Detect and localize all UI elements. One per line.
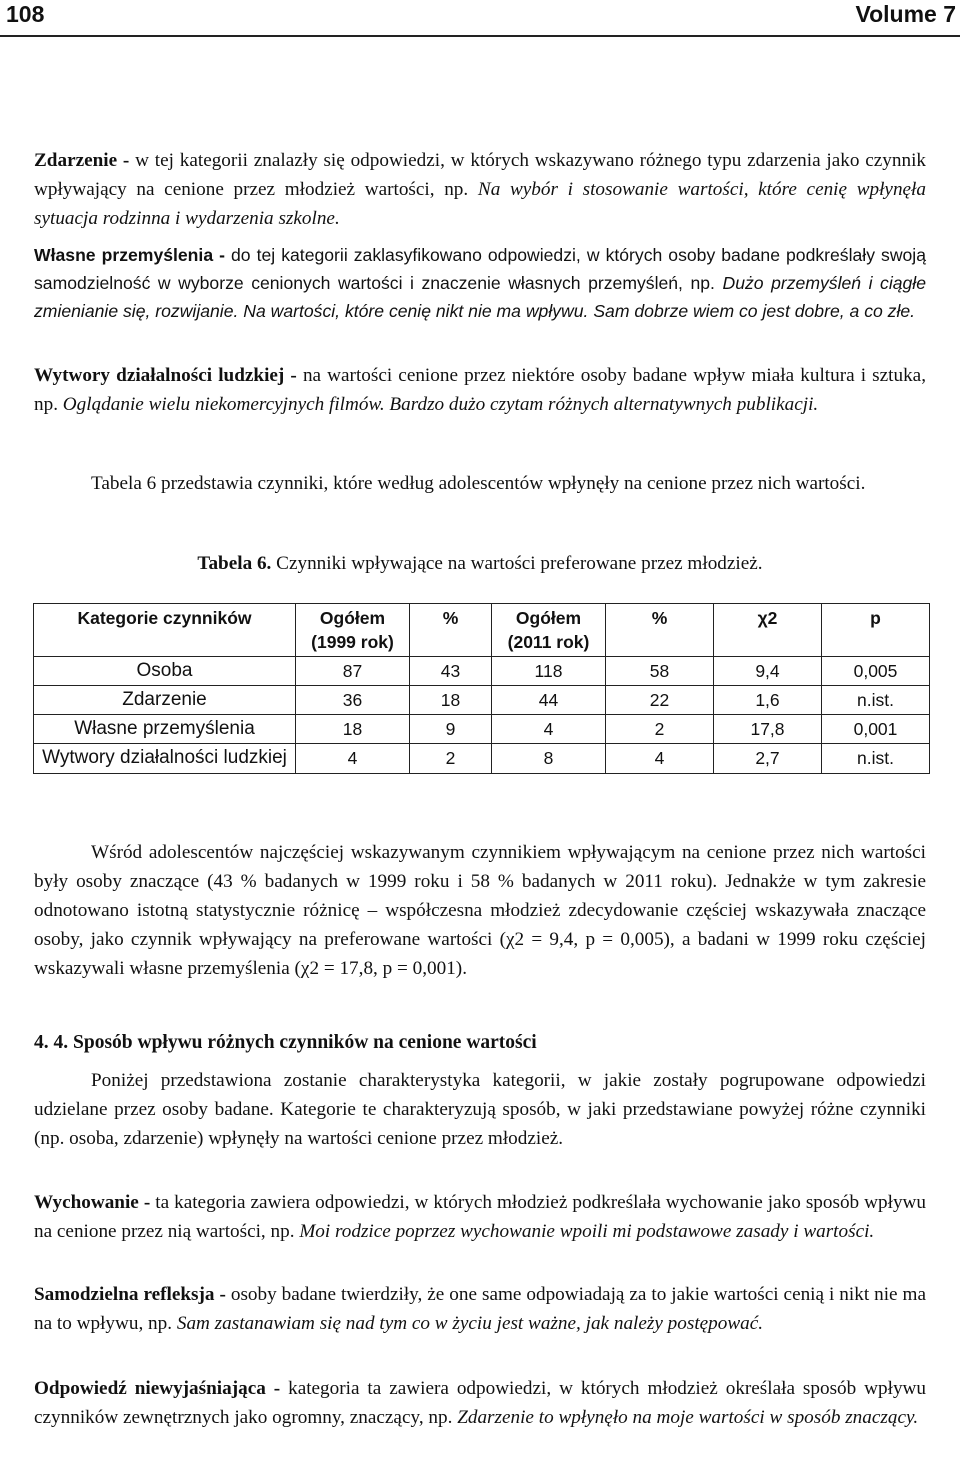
- term-samodzielna: Samodzielna refleksja -: [34, 1284, 226, 1305]
- table-cell: 0,001: [822, 715, 930, 744]
- table-cell: 4: [492, 715, 606, 744]
- example-quote: Oglądanie wielu niekomercyjnych filmów. Bardzo dużo czytam różnych alternatywnych publikacji.: [62, 394, 819, 415]
- paragraph-text: do tej kategorii zaklasyfikowano odpowiedzi, w których osoby badane podkreślały swoją samodzielność w wyborze cenionych wartości i znaczenie własnych przemyśleń, np.: [34, 245, 927, 293]
- table-cell: 9: [410, 715, 492, 744]
- table-row: [34, 715, 930, 744]
- table-cell: 118: [492, 657, 606, 686]
- table-cell: n.ist.: [822, 744, 930, 774]
- table-header-row: [34, 604, 930, 657]
- example-quote: Na wybór i stosowanie wartości, które cenię wpłynęła sytuacja rodzinna i wydarzenia szkolne.: [34, 179, 926, 229]
- paragraph-wychowanie: [34, 1188, 926, 1246]
- col-header-percent-1999: %: [410, 604, 492, 657]
- table-cell: 2,7: [714, 744, 822, 774]
- term-wychowanie: Wychowanie -: [34, 1192, 151, 1213]
- term-odpowiedz: Odpowiedź niewyjaśniająca -: [34, 1378, 281, 1399]
- table-caption: [0, 551, 960, 577]
- table-cell: 4: [606, 744, 714, 774]
- header-rule: [0, 35, 960, 37]
- table-row: [34, 686, 930, 715]
- table-cell: 2: [410, 744, 492, 774]
- page-number: 108: [6, 1, 45, 27]
- caption-label: Tabela 6.: [197, 553, 272, 574]
- table-cell: Zdarzenie: [34, 686, 296, 715]
- table-row: [34, 657, 930, 686]
- table-cell: Osoba: [34, 657, 296, 686]
- table-cell: 18: [410, 686, 492, 715]
- table-cell: 18: [296, 715, 410, 744]
- col-header-total-1999: [296, 604, 410, 657]
- term-wlasne-przemyslenia: Własne przemyślenia -: [34, 245, 225, 265]
- paragraph-table-intro: Tabela 6 przedstawia czynniki, które według adolescentów wpłynęły na cenione przez nich wartości.: [91, 473, 866, 494]
- table-cell: Wytwory działalności ludzkiej: [34, 744, 296, 774]
- table-cell: n.ist.: [822, 686, 930, 715]
- paragraph-text: w tej kategorii znalazły się odpowiedzi, w których wskazywano różnego typu zdarzenia jako czynnik wpływający na cenione przez młodzież wartości, np.: [34, 150, 926, 200]
- paragraph-wlasne-przemyslenia: [34, 241, 926, 325]
- table-cell: 17,8: [714, 715, 822, 744]
- col-header-total-2011: [492, 604, 606, 657]
- table-cell: 44: [492, 686, 606, 715]
- example-quote: Moi rodzice poprzez wychowanie wpoili mi podstawowe zasady i wartości.: [299, 1221, 875, 1242]
- paragraph-odpowiedz: [34, 1374, 926, 1432]
- paragraph-text: kategoria ta zawiera odpowiedzi, w których młodzież określała sposób wpływu czynników zewnętrznych jako ogromny, znaczący, np.: [34, 1378, 927, 1428]
- col-header-category: Kategorie czynników: [34, 604, 296, 657]
- section-heading: 4. 4. Sposób wpływu różnych czynników na cenione wartości: [34, 1032, 537, 1053]
- example-quote: Zdarzenie to wpłynęło na moje wartości w sposób znaczący.: [457, 1407, 919, 1428]
- paragraph-wsrod: Wśród adolescentów najczęściej wskazywanym czynnikiem wpływającym na cenione przez nich wartości były osoby znaczące (43 % badanych w 1999 roku i 58 % badanych w 2011 roku). Jednakże w tym zakresie odnotowano istotną statystycznie różnicę – współczesna młodzież zdecydowanie częściej wskazywała znaczące osoby, jako czynnik wpływający na preferowane wartości (χ2 = 9,4, p = 0,005), a badani w 1999 roku częściej wskazywali własne przemyślenia (χ2 = 17,8, p = 0,001).: [34, 842, 926, 979]
- table-cell: 22: [606, 686, 714, 715]
- table-cell: 2: [606, 715, 714, 744]
- paragraph-samodzielna: [34, 1280, 926, 1338]
- caption-text: Czynniki wpływające na wartości preferowane przez młodzież.: [271, 553, 763, 574]
- paragraph-ponizej: Poniżej przedstawiona zostanie charakterystyka kategorii, w jakie zostały pogrupowane odpowiedzi udzielane przez osoby badane. Kategorie te charakteryzują sposób, w jaki przedstawiane powyżej różne czynniki (np. osoba, zdarzenie) wpłynęły na wartości cenione przez młodzież.: [34, 1070, 926, 1149]
- table-cell: 58: [606, 657, 714, 686]
- table-cell: 0,005: [822, 657, 930, 686]
- page-header: [0, 0, 960, 38]
- table-row: [34, 744, 930, 774]
- col-header-chi2: χ2: [714, 604, 822, 657]
- table-cell: 8: [492, 744, 606, 774]
- col-header-percent-2011: %: [606, 604, 714, 657]
- table-cell: 4: [296, 744, 410, 774]
- factors-table: [33, 603, 930, 774]
- header-text: Ogółem (1999 rok): [311, 608, 394, 652]
- table-cell: 43: [410, 657, 492, 686]
- example-quote: Sam zastanawiam się nad tym co w życiu jest ważne, jak należy postępować.: [176, 1313, 764, 1334]
- header-text: Ogółem (2011 rok): [507, 608, 590, 652]
- paragraph-text: ta kategoria zawiera odpowiedzi, w których młodzież podkreślała wychowanie jako sposób wpływu na cenione przez nią wartości, np.: [34, 1192, 926, 1242]
- term-zdarzenie: Zdarzenie -: [34, 150, 130, 171]
- paragraph-zdarzenie: [34, 146, 926, 233]
- table-cell: 1,6: [714, 686, 822, 715]
- table-cell: 9,4: [714, 657, 822, 686]
- paragraph-text: na wartości cenione przez niektóre osoby badane wpływ miała kultura i sztuka, np.: [34, 365, 926, 415]
- paragraph-text: osoby badane twierdziły, że one same odpowiadają za to jakie wartości cenią i nikt nie ma na to wpływu, np.: [34, 1284, 926, 1334]
- example-quote: Dużo przemyśleń i ciągłe zmienianie się, rozwijanie. Na wartości, które cenię nikt nie ma wpływu. Sam dobrze wiem co jest dobre, a co złe.: [34, 273, 926, 321]
- table-cell: 87: [296, 657, 410, 686]
- term-wytwory: Wytwory działalności ludzkiej -: [34, 365, 297, 386]
- paragraph-wytwory: [34, 361, 926, 419]
- table-cell: Własne przemyślenia: [34, 715, 296, 744]
- table-cell: 36: [296, 686, 410, 715]
- volume-label: Volume 7: [855, 1, 956, 27]
- col-header-p: p: [822, 604, 930, 657]
